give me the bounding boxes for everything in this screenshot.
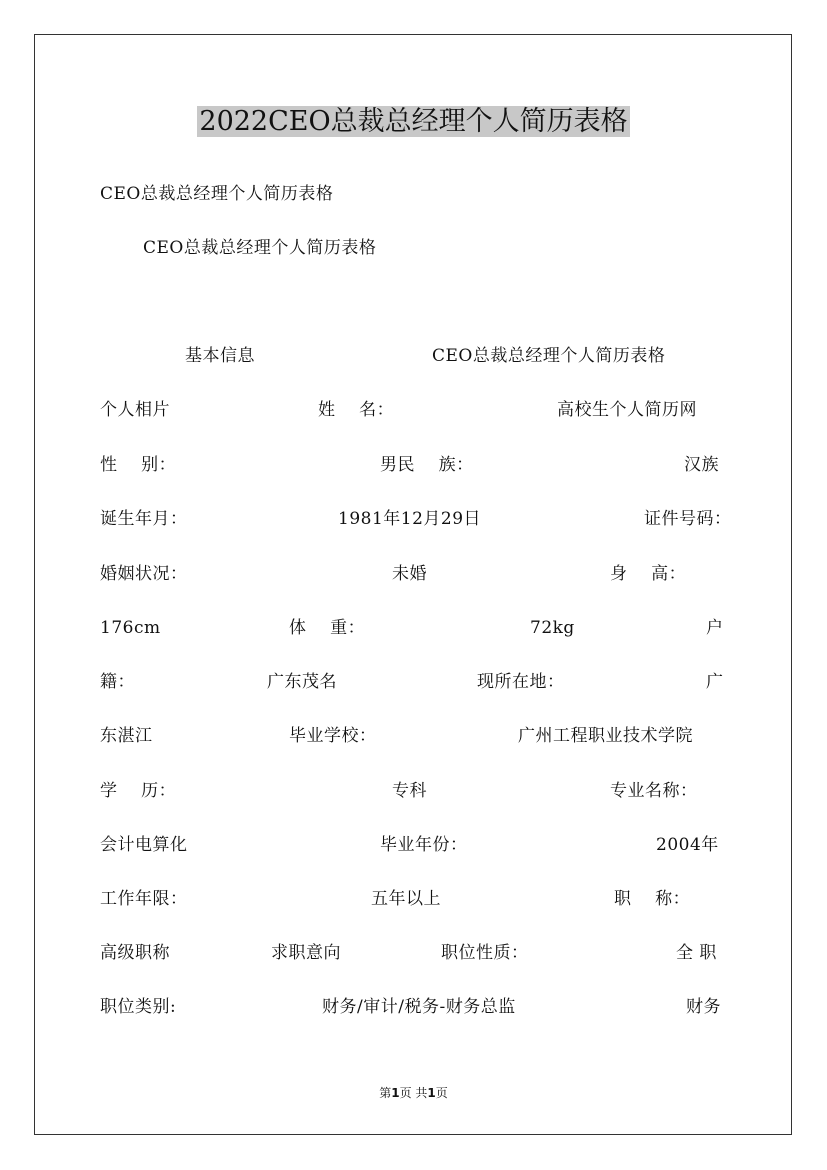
- cell-r7-c1: 毕业学校：: [289, 726, 377, 746]
- cell-r10-c1: 五年以上: [371, 889, 441, 909]
- cell-r8-c0: 学 历：: [100, 781, 177, 801]
- cell-r6-c3: 广: [706, 672, 724, 692]
- cell-r10-c2: 职 称：: [614, 889, 691, 909]
- cell-r2-c1: 男民 族：: [380, 455, 474, 475]
- cell-r0-c0: 基本信息: [185, 346, 255, 366]
- cell-r12-c1: 财务/审计/税务-财务总监: [322, 997, 516, 1017]
- cell-r4-c1: 未婚: [392, 564, 427, 584]
- cell-r11-c1: 求职意向: [271, 943, 341, 963]
- cell-r5-c0: 176cm: [100, 618, 161, 638]
- cell-r5-c1: 体 重：: [289, 618, 366, 638]
- cell-r6-c1: 广东茂名: [267, 672, 337, 692]
- document-title: 2022CEO总裁总经理个人简历表格: [199, 106, 628, 137]
- subtitle-2: CEO总裁总经理个人简历表格: [143, 238, 377, 258]
- cell-r3-c1: 1981年12月29日: [338, 509, 482, 529]
- cell-r7-c0: 东湛江: [100, 726, 153, 746]
- cell-r11-c2: 职位性质：: [441, 943, 529, 963]
- footer-page-suffix: 页 共: [399, 1086, 428, 1100]
- cell-r8-c1: 专科: [392, 781, 427, 801]
- cell-r3-c2: 证件号码：: [644, 509, 732, 529]
- cell-r10-c0: 工作年限：: [100, 889, 188, 909]
- document-title-wrap: [0, 103, 827, 141]
- cell-r9-c0: 会计电算化: [100, 835, 188, 855]
- cell-r2-c0: 性 别：: [100, 455, 177, 475]
- cell-r4-c2: 身 高：: [610, 564, 687, 584]
- cell-r2-c2: 汉族: [684, 455, 719, 475]
- cell-r5-c3: 户: [706, 618, 724, 638]
- cell-r8-c2: 专业名称：: [610, 781, 698, 801]
- cell-r12-c0: 职位类别:: [100, 997, 177, 1017]
- cell-r9-c2: 2004年: [656, 835, 719, 855]
- cell-r4-c0: 婚姻状况：: [100, 564, 188, 584]
- cell-r11-c0: 高级职称: [100, 943, 170, 963]
- cell-r1-c2: 高校生个人简历网: [557, 400, 697, 420]
- cell-r7-c2: 广州工程职业技术学院: [518, 726, 693, 746]
- cell-r1-c1: 姓 名：: [318, 400, 395, 420]
- cell-r1-c0: 个人相片: [100, 400, 170, 420]
- cell-r6-c2: 现所在地：: [477, 672, 565, 692]
- footer-page-prefix: 第: [379, 1086, 392, 1100]
- subtitle-1: CEO总裁总经理个人简历表格: [100, 184, 334, 204]
- cell-r5-c2: 72kg: [530, 618, 575, 638]
- footer-page-number: 1: [391, 1086, 400, 1100]
- cell-r11-c3: 全 职: [676, 943, 717, 963]
- cell-r3-c0: 诞生年月：: [100, 509, 188, 529]
- footer-total-number: 1: [427, 1086, 436, 1100]
- page-footer: [0, 1084, 827, 1101]
- cell-r6-c0: 籍：: [100, 672, 135, 692]
- cell-r0-c1: CEO总裁总经理个人简历表格: [432, 346, 666, 366]
- cell-r9-c1: 毕业年份：: [380, 835, 468, 855]
- cell-r12-c2: 财务: [686, 997, 721, 1017]
- footer-total-suffix: 页: [435, 1086, 448, 1100]
